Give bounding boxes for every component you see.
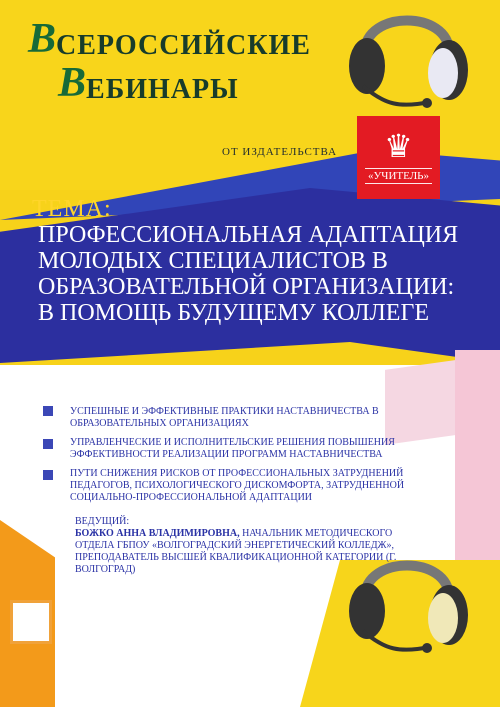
square-bullet-icon [43,470,53,480]
topic-point: ПУТИ СНИЖЕНИЯ РИСКОВ ОТ ПРОФЕССИОНАЛЬНЫХ ЗАТРУДНЕНИЙ ПЕДАГОГОВ, ПСИХОЛОГИЧЕСКОГО ДИСКОМФОРТА, ЗАТРУДНЕННОЙ СОЦИАЛЬНО-ПРОФЕССИОНАЛЬНОЙ АДАПТАЦИИ [70,468,405,503]
logo-initial-1: В [28,16,57,62]
topic-point: УПРАВЛЕНЧЕСКИЕ И ИСПОЛНИТЕЛЬСКИЕ РЕШЕНИЯ ПОВЫШЕНИЯ ЭФФЕКТИВНОСТИ РЕАЛИЗАЦИИ ПРОГРАММ НАСТАВНИЧЕСТВА [70,437,395,460]
logo-initial-2: В [58,60,87,106]
headphones-icon [345,0,470,125]
presenter-details: НАЧАЛЬНИК МЕТОДИЧЕСКОГО ОТДЕЛА ГБПОУ «ВОЛГОГРАДСКИЙ ЭНЕРГЕТИЧЕСКИЙ КОЛЛЕДЖ», ПРЕПОДАВАТЕЛЬ ВЫСШЕЙ КВАЛИФИКАЦИОННОЙ КАТЕГОРИИ (Г. ВОЛГОГРАД) [75,528,397,575]
topic-label: ТЕМА: [32,196,112,222]
presenter-info [75,516,430,576]
white-square-icon [10,600,52,644]
presenter-name: БОЖКО АННА ВЛАДИМИРОВНА, [75,528,240,539]
webinar-title: ПРОФЕССИОНАЛЬНАЯ АДАПТАЦИЯ МОЛОДЫХ СПЕЦИАЛИСТОВ В ОБРАЗОВАТЕЛЬНОЙ ОРГАНИЗАЦИИ: В ПОМОЩЬ БУДУЩЕМУ КОЛЛЕГЕ [38,222,459,326]
webinar-logo [28,18,311,104]
square-bullet-icon [43,406,53,416]
pink-accent [385,360,455,445]
logo-word-1: СЕРОССИЙСКИЕ [56,30,311,61]
logo-word-2: ЕБИНАРЫ [86,74,239,105]
publisher-name: «УЧИТЕЛЬ» [365,168,432,184]
publisher-prefix: ОТ ИЗДАТЕЛЬСТВА [222,146,338,158]
publisher-logo-icon: ♛ [384,128,413,164]
presenter-label: ВЕДУЩИЙ: [75,516,130,527]
square-bullet-icon [43,439,53,449]
publisher-logo [357,116,440,199]
topic-point: УСПЕШНЫЕ И ЭФФЕКТИВНЫЕ ПРАКТИКИ НАСТАВНИЧЕСТВА В ОБРАЗОВАТЕЛЬНЫХ ОРГАНИЗАЦИЯХ [70,406,379,429]
